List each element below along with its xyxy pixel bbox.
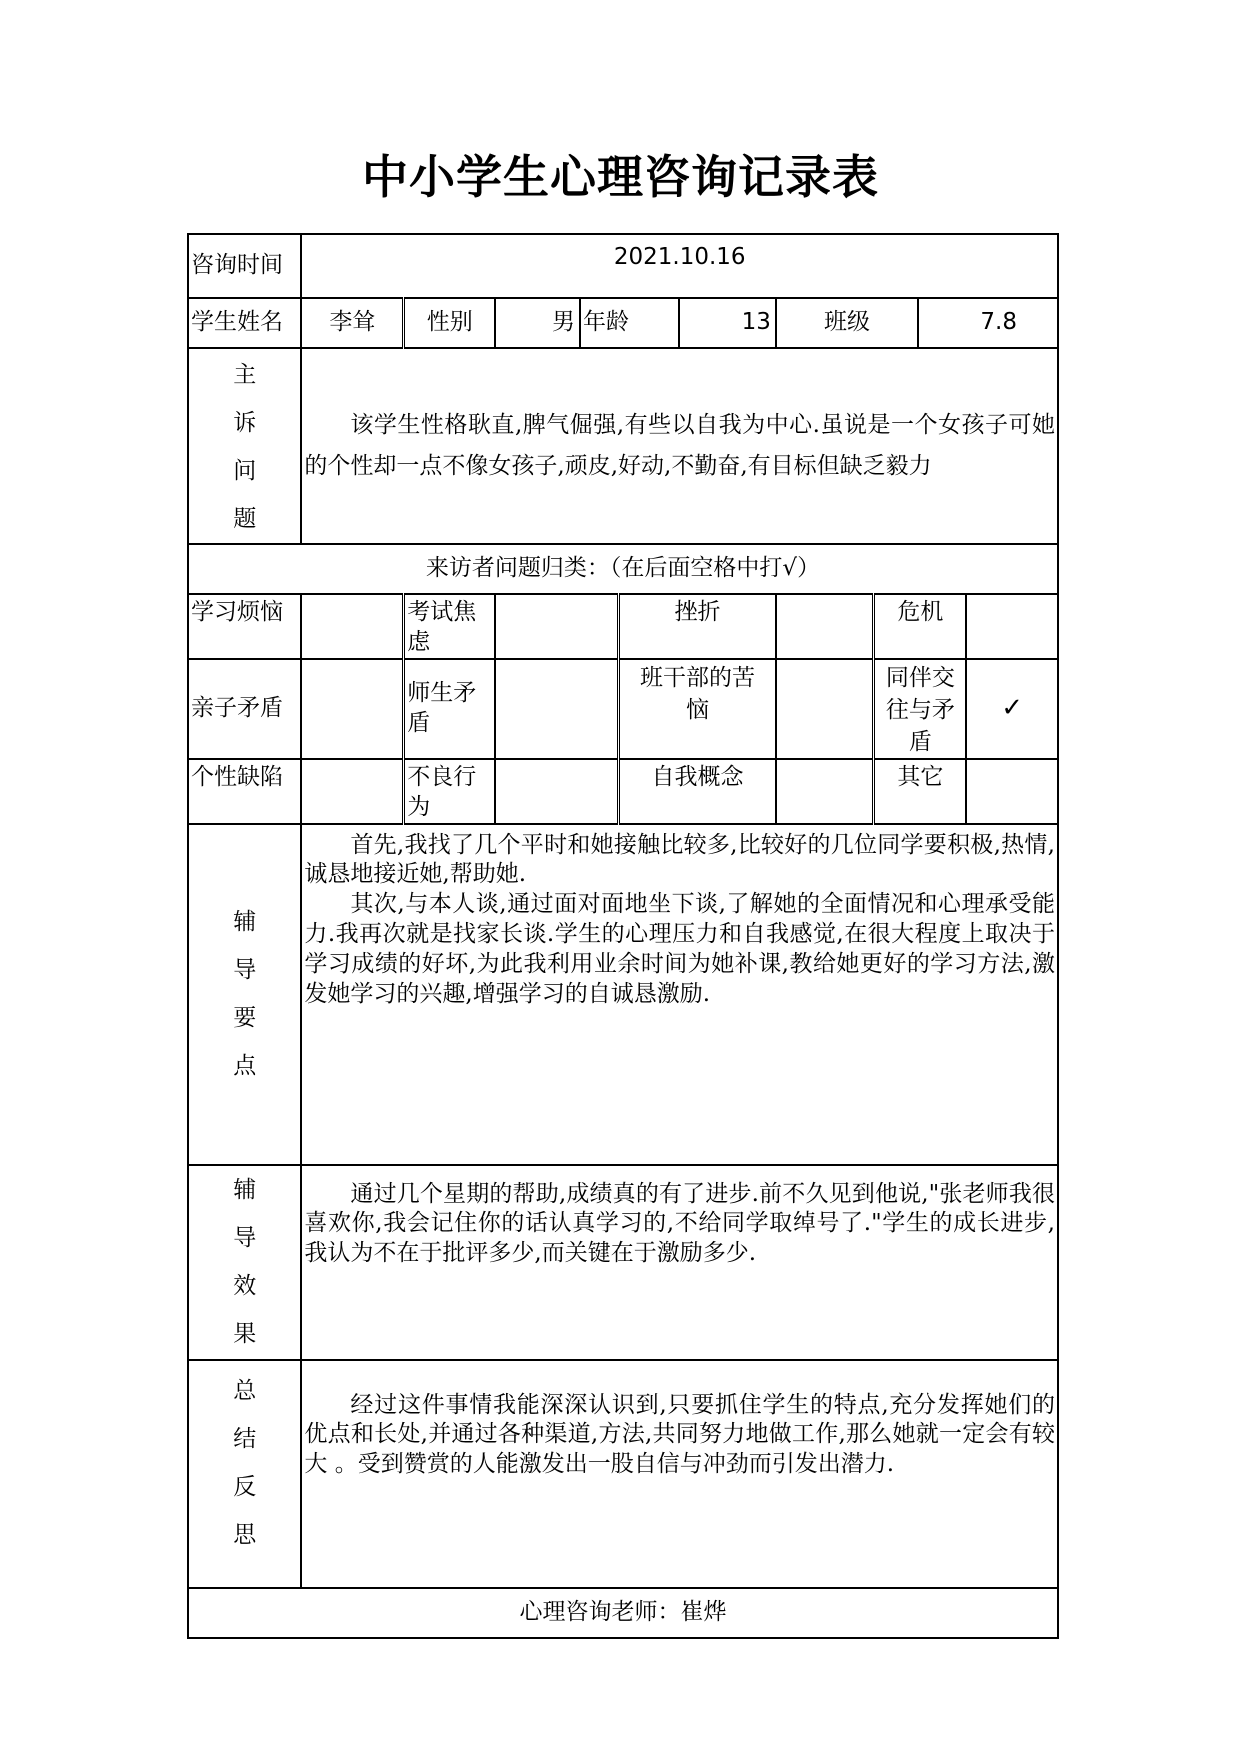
category-label: 个性缺陷 (188, 759, 301, 824)
summary-label-char: 反 (233, 1473, 257, 1500)
summary-paragraph: 经过这件事情我能深深认识到,只要抓住学生的特点,充分发挥她们的优点和长处,并通过各种渠道,方法,共同努力地做工作,那么她就一定会有较大 。受到赞赏的人能激发出一股自信与冲劲而引发出潜力. (304, 1391, 1055, 1478)
complaint-text: 该学生性格耿直,脾气倔强,有些以自我为中心.虽说是一个女孩子可她的个性却一点不像女孩子,顽皮,好动,不勤奋,有目标但缺乏毅力 (304, 412, 1055, 479)
student-name: 李耸 (301, 298, 403, 348)
guidance-points-paragraph: 其次,与本人谈,通过面对面地坐下谈,了解她的全面情况和心理承受能力.我再次就是找家长谈.学生的心理压力和自我感觉,在很大程度上取决于学习成绩的好坏,为此我利用业余时间为她补课,教给她更好的学习方法,激发她学习的兴趣,增强学习的自诚恳激励. (304, 891, 1055, 1008)
class-value: 7.8 (918, 298, 1058, 348)
category-label: 挫折 (619, 594, 776, 659)
teacher-line: 心理咨询老师：崔烨 (188, 1588, 1058, 1638)
gender-value: 男 (495, 298, 580, 348)
age-label: 年龄 (580, 298, 679, 348)
record-form (187, 233, 1059, 1639)
gender-label: 性别 (404, 298, 495, 348)
category-label: 考试焦虑 (404, 594, 495, 659)
category-check-cell[interactable] (495, 659, 618, 759)
complaint-label-char: 题 (233, 506, 257, 532)
category-check-cell[interactable] (301, 659, 403, 759)
complaint-label-char: 问 (233, 458, 257, 484)
category-check-cell[interactable] (776, 659, 874, 759)
guidance-points-label-char: 辅 (233, 909, 257, 936)
category-label: 亲子矛盾 (188, 659, 301, 759)
summary-label-char: 思 (233, 1521, 257, 1548)
guidance-points-label-char: 要 (233, 1005, 257, 1032)
category-label: 自我概念 (619, 759, 776, 824)
summary-label-char: 结 (233, 1425, 257, 1452)
age-value: 13 (679, 298, 776, 348)
guidance-points-text-cell (301, 824, 1058, 1165)
category-label: 师生矛盾 (404, 659, 495, 759)
category-label: 危机 (874, 594, 966, 659)
category-check-cell[interactable] (495, 594, 618, 659)
category-check-cell[interactable]: ✓ (966, 659, 1058, 759)
category-label: 同伴交往与矛盾 (874, 659, 966, 759)
classification-heading: 来访者问题归类：（在后面空格中打√） (188, 544, 1058, 594)
guidance-effect-label-char: 效 (233, 1272, 257, 1299)
guidance-points-label (188, 824, 301, 1165)
category-check-cell[interactable] (495, 759, 618, 824)
complaint-label-char: 主 (233, 362, 257, 388)
guidance-effect-label-char: 果 (233, 1320, 257, 1347)
consult-time-label: 咨询时间 (188, 234, 301, 298)
summary-label (188, 1360, 301, 1588)
guidance-points-label-char: 点 (233, 1053, 257, 1080)
guidance-points-paragraph: 首先,我找了几个平时和她接触比较多,比较好的几位同学要积极,热情,诚恳地接近她,帮助她. (304, 831, 1055, 888)
complaint-label-char: 诉 (233, 410, 257, 436)
category-label: 其它 (874, 759, 966, 824)
category-check-cell[interactable] (966, 759, 1058, 824)
category-label: 班干部的苦恼 (619, 659, 776, 759)
consult-time-value: 2021.10.16 (301, 234, 1058, 298)
summary-label-char: 总 (233, 1377, 257, 1404)
category-check-cell[interactable] (966, 594, 1058, 659)
category-check-cell[interactable] (301, 759, 403, 824)
guidance-effect-label (188, 1165, 301, 1360)
category-check-cell[interactable] (301, 594, 403, 659)
guidance-effect-text-cell (301, 1165, 1058, 1360)
class-label: 班级 (776, 298, 918, 348)
complaint-label (188, 348, 301, 544)
page-title: 中小学生心理咨询记录表 (362, 150, 879, 204)
summary-text-cell (301, 1360, 1058, 1588)
guidance-points-label-char: 导 (233, 957, 257, 984)
category-check-cell[interactable] (776, 594, 874, 659)
complaint-text-cell (301, 348, 1058, 544)
category-check-cell[interactable] (776, 759, 874, 824)
guidance-effect-label-char: 导 (233, 1224, 257, 1251)
category-label: 学习烦恼 (188, 594, 301, 659)
guidance-effect-label-char: 辅 (233, 1176, 257, 1203)
category-label: 不良行为 (404, 759, 495, 824)
guidance-effect-paragraph: 通过几个星期的帮助,成绩真的有了进步.前不久见到他说,"张老师我很喜欢你,我会记住你的话认真学习的,不给同学取绰号了."学生的成长进步,我认为不在于批评多少,而关键在于激励多少. (304, 1180, 1055, 1267)
student-name-label: 学生姓名 (188, 298, 301, 348)
